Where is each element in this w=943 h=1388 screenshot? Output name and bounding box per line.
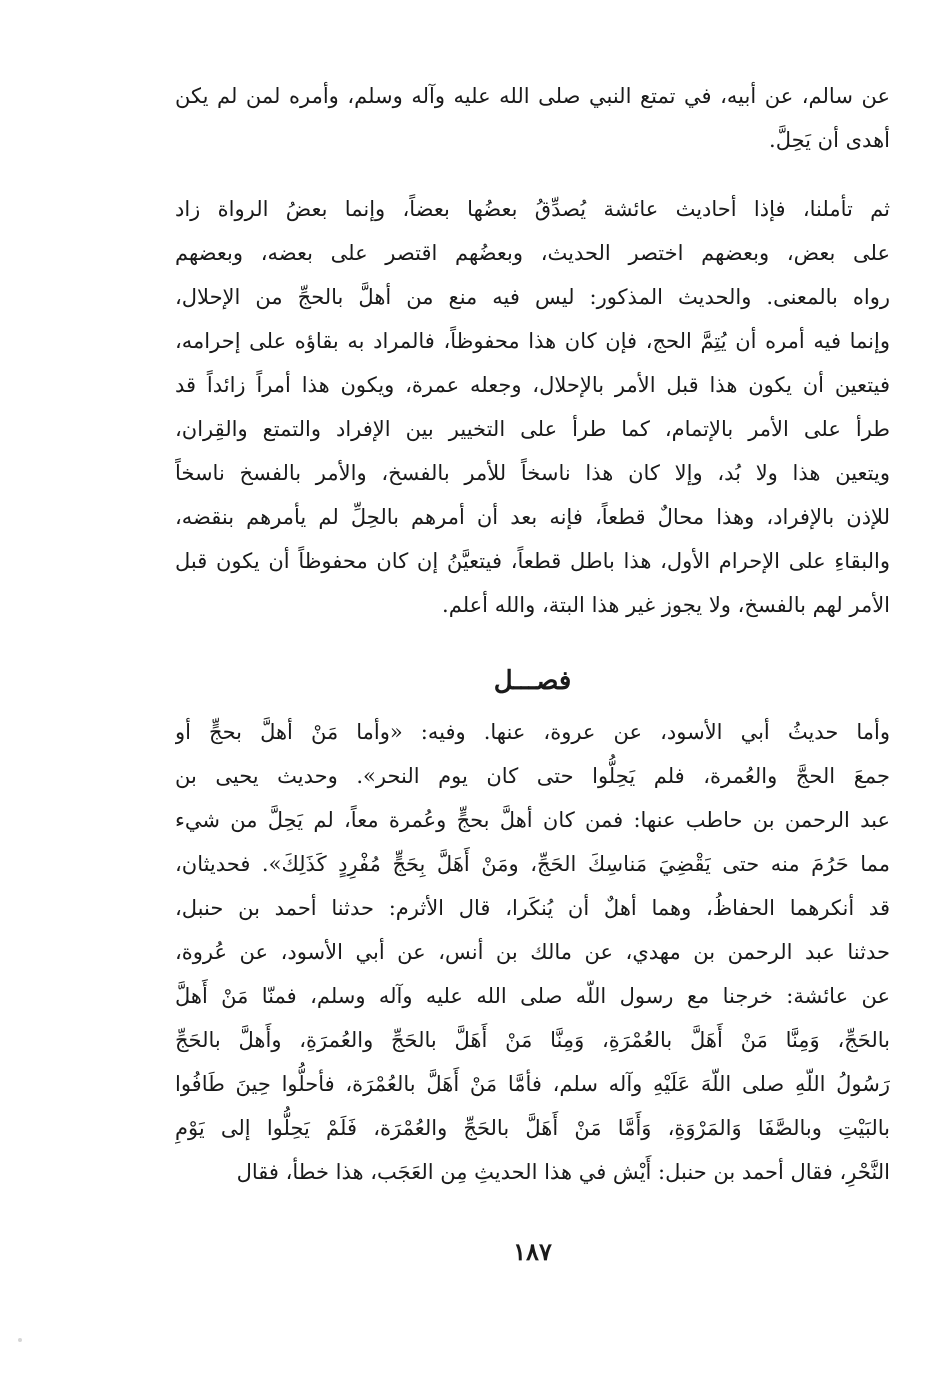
text-line: الأمر لهم بالفسخ، ولا يجوز غير هذا البتة، والله أعلم.: [442, 593, 890, 617]
text-line: عن عائشة: خرجنا مع رسول اللّه صلى الله عليه وآله وسلم، فمنّا مَنْ أَهلَّ: [175, 984, 890, 1008]
text-line: رواه بالمعنى. والحديث المذكور: ليس فيه منع من أهلَّ بالحجِّ من الإحلال،: [175, 285, 890, 309]
text-line: بالحَجِّ، وَمِنَّا مَنْ أَهَلَّ بالعُمْرَةِ، وَمِنَّا مَنْ أَهَلَّ بالحَجِّ والعُمرَةِ، وأَهلَّ بالحَجِّ: [175, 1028, 890, 1052]
text-line: رَسُولُ اللّهِ صلى اللّهَ عَلَيْهِ وآله سلم، فأمَّا مَنْ أَهَلَّ بالعُمْرَة، فأحلُّوا حِينَ طَافُوا: [175, 1072, 890, 1096]
text-line: ويتعين هذا ولا بُد، وإلا كان هذا ناسخاً للأمر بالفسخ، والأمر بالفسخ ناسخاً: [175, 461, 890, 485]
paragraph-salim: [175, 74, 890, 162]
text-line: النَّحْرِ، فقال أحمد بن حنبل: أَيْش في هذا الحديثِ مِن العَجَب، هذا خطأ، فقال: [236, 1160, 890, 1184]
scan-speck: [18, 1338, 22, 1342]
text-line: للإذن بالإفراد، وهذا محالٌ قطعاً، فإنه بعد أن أمرهم بالحِلِّ لم يأمرهم بنقضه،: [175, 505, 890, 529]
text-line: فيتعين أن يكون هذا قبل الأمر بالإحلال، وجعله عمرة، ويكون هذا أمراً زائداً قد: [175, 373, 890, 397]
text-line: والبقاءِ على الإحرام الأول، هذا باطل قطعاً، فيتعيَّنُ إن كان محفوظاً أن يكون قبل: [175, 549, 890, 573]
text-line: ثم تأملنا، فإذا أحاديث عائشة يُصدِّقُ بعضُها بعضاً، وإنما بعضُ الرواة زاد: [175, 197, 890, 221]
text-line: أهدى أن يَحِلَّ.: [769, 128, 890, 152]
text-line: جمعَ الحجَّ والعُمرة، فلم يَحِلُّوا حتى كان يوم النحر». وحديث يحيى بن: [175, 764, 890, 788]
section-heading: فصـــل: [493, 666, 572, 696]
text-line: عن سالم، عن أبيه، في تمتع النبي صلى الله عليه وآله وسلم، وأمره لمن لم يكن: [175, 84, 890, 108]
page-number: ١٨٧: [513, 1237, 552, 1266]
text-line: طرأ على الأمر بالإتمام، كما طرأ على التخيير بين الإفراد والتمتع والقِران،: [175, 417, 890, 441]
text-line: مما حَرُمَ منه حتى يَقْضِيَ مَناسِكَ الحَجِّ، ومَنْ أَهَلَّ بِحَجٍّ مُفْرِدٍ كَذَلِكَ». فحديثان،: [175, 852, 890, 876]
text-line: بالبَيْتِ وبالصَّفَا وَالمَرْوَةِ، وَأَمَّا مَنْ أَهَلَّ بالحَجِّ والعُمْرَة، فَلَمْ يَحِلُّوا إلى يَوْمِ: [175, 1116, 890, 1140]
paragraph-abi-aswad: [175, 710, 890, 1194]
text-line: قد أنكرهما الحفاظُ، وهما أهلٌ أن يُنكَرا، قال الأثرم: حدثنا أحمد بن حنبل،: [175, 896, 890, 920]
paragraph-aisha-hadiths: [175, 187, 890, 627]
text-line: وأما حديثُ أبي الأسود، عن عروة، عنها. وفيه: «وأما مَنْ أهلَّ بحجٍّ أو: [175, 720, 890, 744]
text-line: على بعض، وبعضهم اختصر الحديث، وبعضُهم اقتصر على بعضه، وبعضهم: [175, 241, 890, 265]
text-line: حدثنا عبد الرحمن بن مهدي، عن مالك بن أنس، عن أبي الأسود، عن عُروة،: [175, 940, 890, 964]
text-line: عبد الرحمن بن حاطب عنها: فمن كان أهلَّ بحجٍّ وعُمرة معاً، لم يَحِلَّ من شيء: [175, 808, 890, 832]
text-line: وإنما فيه أمره أن يُتِمَّ الحج، فإن كان هذا محفوظاً، فالمراد به بقاؤه على إحرامه،: [175, 329, 890, 353]
